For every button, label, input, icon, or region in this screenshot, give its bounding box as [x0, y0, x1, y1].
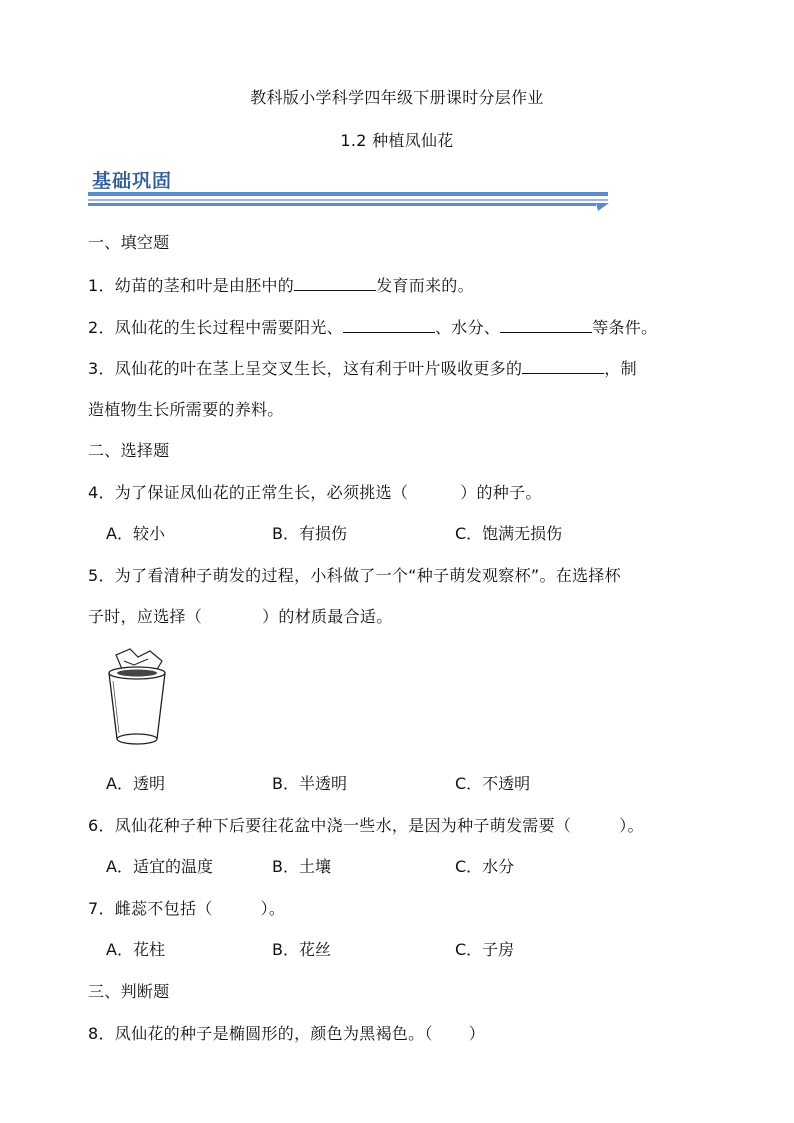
question-5 — [88, 607, 393, 627]
banner-label: 基础巩固 — [92, 170, 173, 192]
question-5-line-1: 5．为了看清种子萌发的过程，小科做了一个“种子萌发观察杯”。在选择杯 — [88, 566, 621, 585]
question-8-text: 8．凤仙花的种子是椭圆形的，颜色为黑褐色。（ — [88, 1024, 433, 1043]
question-5-option-c[interactable]: C．不透明 — [455, 774, 531, 793]
question-7-option-a[interactable]: A．花柱 — [106, 940, 165, 959]
question-2-text-middle: 、水分、 — [434, 318, 501, 337]
question-6-text: 6．凤仙花种子种下后要往花盆中浇一些水，是因为种子萌发需要（ — [88, 816, 572, 835]
question-4-text-end: ）的种子。 — [460, 483, 542, 502]
banner-rule-arrow — [596, 203, 609, 211]
answer-blank[interactable] — [294, 275, 376, 291]
question-3-text-end: ，制 — [604, 359, 637, 378]
question-7-option-c[interactable]: C．子房 — [455, 940, 515, 959]
question-6 — [88, 816, 644, 836]
question-4-option-a[interactable]: A．较小 — [106, 524, 165, 543]
question-4-option-b[interactable]: B．有损伤 — [272, 524, 347, 543]
observation-cup-illustration — [104, 647, 170, 751]
question-5-option-a[interactable]: A．透明 — [106, 774, 165, 793]
question-3-text: 3．凤仙花的叶在茎上呈交叉生长，这有利于叶片吸收更多的 — [88, 359, 523, 378]
question-6-option-a[interactable]: A．适宜的温度 — [106, 857, 213, 876]
banner-rule-middle — [88, 199, 608, 201]
question-2 — [88, 317, 657, 338]
section-choice-heading: 二、选择题 — [88, 441, 170, 460]
answer-blank[interactable] — [522, 358, 604, 374]
question-2-text: 2．凤仙花的生长过程中需要阳光、 — [88, 318, 343, 337]
question-4-option-c[interactable]: C．饱满无损伤 — [455, 524, 563, 543]
lesson-title: 1.2 种植凤仙花 — [340, 131, 454, 150]
question-3 — [88, 358, 637, 379]
cup-soil — [117, 670, 157, 677]
question-5-option-b[interactable]: B．半透明 — [272, 774, 347, 793]
answer-blank[interactable] — [343, 317, 435, 333]
question-7-option-b[interactable]: B．花丝 — [272, 940, 331, 959]
banner-rule-bottom — [88, 203, 596, 206]
cup-inner-line — [113, 681, 119, 733]
question-6-text-end: ）。 — [619, 816, 644, 835]
question-3-line-2: 造植物生长所需要的养料。 — [88, 400, 284, 419]
question-1 — [88, 275, 474, 296]
question-5-text-end: ）的材质最合适。 — [262, 607, 393, 626]
question-5-text: 子时，应选择（ — [88, 607, 203, 626]
question-8 — [88, 1024, 485, 1044]
document-title: 教科版小学科学四年级下册课时分层作业 — [250, 88, 544, 107]
question-7-text: 7．雌蕊不包括（ — [88, 899, 213, 918]
banner-rule — [88, 192, 612, 214]
question-7-text-end: ）。 — [260, 899, 286, 918]
cup-right-wall — [157, 673, 165, 739]
answer-blank[interactable] — [500, 317, 592, 333]
question-7 — [88, 899, 285, 919]
question-6-option-c[interactable]: C．水分 — [455, 857, 515, 876]
question-4-text: 4．为了保证凤仙花的正常生长，必须挑选（ — [88, 483, 409, 502]
question-1-text-end: 发育而来的。 — [376, 276, 474, 295]
section-judge-heading: 三、判断题 — [88, 982, 170, 1001]
section-fill-heading: 一、填空题 — [88, 233, 170, 252]
cup-cover-fold — [124, 659, 148, 665]
question-6-option-b[interactable]: B．土壤 — [272, 857, 331, 876]
cup-base — [117, 734, 157, 744]
question-1-text: 1．幼苗的茎和叶是由胚中的 — [88, 276, 295, 295]
question-2-text-end: 等条件。 — [592, 318, 658, 337]
banner-rule-top — [88, 192, 608, 196]
question-4 — [88, 483, 542, 503]
question-8-text-end: ） — [468, 1024, 486, 1043]
